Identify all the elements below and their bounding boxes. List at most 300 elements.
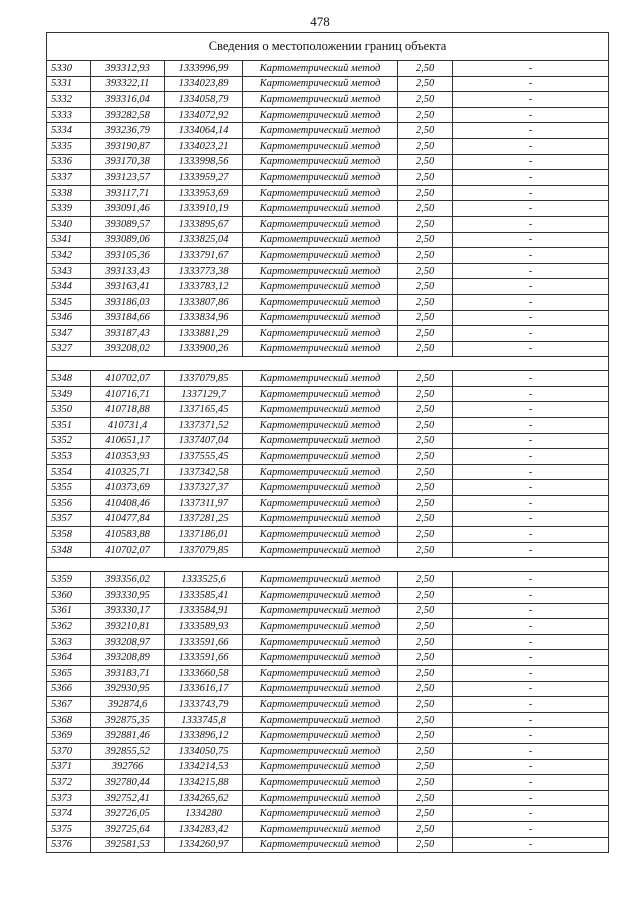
method-cell: Картометрический метод [243, 138, 398, 154]
accuracy-cell: 2,50 [398, 294, 453, 310]
description-cell: - [453, 588, 609, 604]
accuracy-cell: 2,50 [398, 681, 453, 697]
x-coordinate-cell: 393210,81 [91, 619, 165, 635]
y-coordinate-cell: 1337555,45 [165, 449, 243, 465]
description-cell: - [453, 279, 609, 295]
x-coordinate-cell: 393312,93 [91, 61, 165, 77]
accuracy-cell: 2,50 [398, 588, 453, 604]
point-number-cell: 5331 [47, 76, 91, 92]
description-cell: - [453, 464, 609, 480]
y-coordinate-cell: 1334215,88 [165, 775, 243, 791]
x-coordinate-cell: 392726,05 [91, 806, 165, 822]
y-coordinate-cell: 1333791,67 [165, 248, 243, 264]
accuracy-cell: 2,50 [398, 341, 453, 357]
table-row [47, 201, 609, 217]
y-coordinate-cell: 1337371,52 [165, 418, 243, 434]
description-cell: - [453, 248, 609, 264]
description-cell: - [453, 185, 609, 201]
table-row [47, 279, 609, 295]
accuracy-cell: 2,50 [398, 185, 453, 201]
table-row [47, 650, 609, 666]
method-cell: Картометрический метод [243, 511, 398, 527]
x-coordinate-cell: 410651,17 [91, 433, 165, 449]
x-coordinate-cell: 392725,64 [91, 821, 165, 837]
x-coordinate-cell: 393208,89 [91, 650, 165, 666]
point-number-cell: 5350 [47, 402, 91, 418]
y-coordinate-cell: 1333953,69 [165, 185, 243, 201]
x-coordinate-cell: 393133,43 [91, 263, 165, 279]
point-number-cell: 5368 [47, 712, 91, 728]
point-number-cell: 5348 [47, 371, 91, 387]
description-cell: - [453, 542, 609, 558]
accuracy-cell: 2,50 [398, 790, 453, 806]
description-cell: - [453, 665, 609, 681]
table-row [47, 743, 609, 759]
method-cell: Картометрический метод [243, 697, 398, 713]
y-coordinate-cell: 1333745,8 [165, 712, 243, 728]
point-number-cell: 5360 [47, 588, 91, 604]
x-coordinate-cell: 393089,57 [91, 216, 165, 232]
y-coordinate-cell: 1333896,12 [165, 728, 243, 744]
table-row [47, 138, 609, 154]
description-cell: - [453, 511, 609, 527]
accuracy-cell: 2,50 [398, 201, 453, 217]
x-coordinate-cell: 393330,95 [91, 588, 165, 604]
y-coordinate-cell: 1333881,29 [165, 326, 243, 342]
method-cell: Картометрический метод [243, 619, 398, 635]
table-row [47, 665, 609, 681]
y-coordinate-cell: 1337342,58 [165, 464, 243, 480]
y-coordinate-cell: 1333589,93 [165, 619, 243, 635]
table-row [47, 480, 609, 496]
point-number-cell: 5327 [47, 341, 91, 357]
description-cell: - [453, 681, 609, 697]
point-number-cell: 5373 [47, 790, 91, 806]
y-coordinate-cell: 1334064,14 [165, 123, 243, 139]
point-number-cell: 5356 [47, 496, 91, 512]
point-number-cell: 5334 [47, 123, 91, 139]
description-cell: - [453, 449, 609, 465]
y-coordinate-cell: 1337327,37 [165, 480, 243, 496]
accuracy-cell: 2,50 [398, 480, 453, 496]
table-row [47, 248, 609, 264]
x-coordinate-cell: 410583,88 [91, 527, 165, 543]
point-number-cell: 5357 [47, 511, 91, 527]
method-cell: Картометрический метод [243, 61, 398, 77]
table-row [47, 603, 609, 619]
x-coordinate-cell: 392780,44 [91, 775, 165, 791]
method-cell: Картометрический метод [243, 418, 398, 434]
description-cell: - [453, 572, 609, 588]
description-cell: - [453, 496, 609, 512]
method-cell: Картометрический метод [243, 402, 398, 418]
table-row [47, 806, 609, 822]
accuracy-cell: 2,50 [398, 821, 453, 837]
point-number-cell: 5338 [47, 185, 91, 201]
description-cell: - [453, 743, 609, 759]
point-number-cell: 5366 [47, 681, 91, 697]
table-row [47, 681, 609, 697]
accuracy-cell: 2,50 [398, 386, 453, 402]
x-coordinate-cell: 392855,52 [91, 743, 165, 759]
description-cell: - [453, 341, 609, 357]
y-coordinate-cell: 1337407,04 [165, 433, 243, 449]
description-cell: - [453, 76, 609, 92]
accuracy-cell: 2,50 [398, 138, 453, 154]
point-number-cell: 5376 [47, 837, 91, 853]
y-coordinate-cell: 1333773,38 [165, 263, 243, 279]
table-row [47, 697, 609, 713]
page-number: 478 [310, 14, 330, 29]
x-coordinate-cell: 393183,71 [91, 665, 165, 681]
accuracy-cell: 2,50 [398, 154, 453, 170]
description-cell: - [453, 697, 609, 713]
point-number-cell: 5375 [47, 821, 91, 837]
method-cell: Картометрический метод [243, 232, 398, 248]
x-coordinate-cell: 393186,03 [91, 294, 165, 310]
x-coordinate-cell: 392752,41 [91, 790, 165, 806]
method-cell: Картометрический метод [243, 650, 398, 666]
x-coordinate-cell: 393208,97 [91, 634, 165, 650]
section-separator-cell [47, 357, 609, 371]
table-row [47, 310, 609, 326]
point-number-cell: 5333 [47, 107, 91, 123]
y-coordinate-cell: 1333591,66 [165, 650, 243, 666]
accuracy-cell: 2,50 [398, 248, 453, 264]
x-coordinate-cell: 393117,71 [91, 185, 165, 201]
x-coordinate-cell: 410702,07 [91, 542, 165, 558]
method-cell: Картометрический метод [243, 386, 398, 402]
x-coordinate-cell: 410477,84 [91, 511, 165, 527]
table-row [47, 619, 609, 635]
method-cell: Картометрический метод [243, 464, 398, 480]
x-coordinate-cell: 392581,53 [91, 837, 165, 853]
table-row [47, 107, 609, 123]
description-cell: - [453, 263, 609, 279]
method-cell: Картометрический метод [243, 775, 398, 791]
point-number-cell: 5335 [47, 138, 91, 154]
table-row [47, 496, 609, 512]
point-number-cell: 5341 [47, 232, 91, 248]
point-number-cell: 5332 [47, 92, 91, 108]
table-row [47, 185, 609, 201]
accuracy-cell: 2,50 [398, 92, 453, 108]
y-coordinate-cell: 1337186,01 [165, 527, 243, 543]
point-number-cell: 5367 [47, 697, 91, 713]
table-row [47, 542, 609, 558]
accuracy-cell: 2,50 [398, 433, 453, 449]
point-number-cell: 5348 [47, 542, 91, 558]
point-number-cell: 5342 [47, 248, 91, 264]
y-coordinate-cell: 1333825,04 [165, 232, 243, 248]
method-cell: Картометрический метод [243, 92, 398, 108]
table-row [47, 76, 609, 92]
x-coordinate-cell: 393170,38 [91, 154, 165, 170]
x-coordinate-cell: 410408,46 [91, 496, 165, 512]
point-number-cell: 5344 [47, 279, 91, 295]
point-number-cell: 5343 [47, 263, 91, 279]
description-cell: - [453, 123, 609, 139]
accuracy-cell: 2,50 [398, 650, 453, 666]
y-coordinate-cell: 1334023,21 [165, 138, 243, 154]
method-cell: Картометрический метод [243, 681, 398, 697]
y-coordinate-cell: 1334280 [165, 806, 243, 822]
description-cell: - [453, 418, 609, 434]
x-coordinate-cell: 393282,58 [91, 107, 165, 123]
table-row [47, 294, 609, 310]
accuracy-cell: 2,50 [398, 542, 453, 558]
accuracy-cell: 2,50 [398, 572, 453, 588]
y-coordinate-cell: 1333834,96 [165, 310, 243, 326]
description-cell: - [453, 201, 609, 217]
table-row [47, 790, 609, 806]
x-coordinate-cell: 392875,35 [91, 712, 165, 728]
y-coordinate-cell: 1334265,62 [165, 790, 243, 806]
description-cell: - [453, 759, 609, 775]
point-number-cell: 5371 [47, 759, 91, 775]
method-cell: Картометрический метод [243, 821, 398, 837]
description-cell: - [453, 326, 609, 342]
y-coordinate-cell: 1334050,75 [165, 743, 243, 759]
accuracy-cell: 2,50 [398, 619, 453, 635]
point-number-cell: 5337 [47, 170, 91, 186]
table-row [47, 92, 609, 108]
table-row [47, 263, 609, 279]
description-cell: - [453, 154, 609, 170]
method-cell: Картометрический метод [243, 263, 398, 279]
method-cell: Картометрический метод [243, 248, 398, 264]
accuracy-cell: 2,50 [398, 837, 453, 853]
x-coordinate-cell: 393123,57 [91, 170, 165, 186]
table-row [47, 588, 609, 604]
table-row [47, 572, 609, 588]
method-cell: Картометрический метод [243, 216, 398, 232]
accuracy-cell: 2,50 [398, 123, 453, 139]
method-cell: Картометрический метод [243, 790, 398, 806]
accuracy-cell: 2,50 [398, 371, 453, 387]
description-cell: - [453, 61, 609, 77]
y-coordinate-cell: 1333743,79 [165, 697, 243, 713]
accuracy-cell: 2,50 [398, 464, 453, 480]
method-cell: Картометрический метод [243, 107, 398, 123]
point-number-cell: 5346 [47, 310, 91, 326]
section-separator-cell [47, 558, 609, 572]
method-cell: Картометрический метод [243, 837, 398, 853]
description-cell: - [453, 170, 609, 186]
method-cell: Картометрический метод [243, 310, 398, 326]
table-row [47, 449, 609, 465]
table-row [47, 527, 609, 543]
table-row [47, 216, 609, 232]
accuracy-cell: 2,50 [398, 76, 453, 92]
table-row [47, 511, 609, 527]
y-coordinate-cell: 1333616,17 [165, 681, 243, 697]
table-row [47, 464, 609, 480]
x-coordinate-cell: 393316,04 [91, 92, 165, 108]
x-coordinate-cell: 393184,66 [91, 310, 165, 326]
description-cell: - [453, 603, 609, 619]
accuracy-cell: 2,50 [398, 496, 453, 512]
x-coordinate-cell: 392874,6 [91, 697, 165, 713]
point-number-cell: 5359 [47, 572, 91, 588]
table-row [47, 418, 609, 434]
point-number-cell: 5362 [47, 619, 91, 635]
point-number-cell: 5340 [47, 216, 91, 232]
accuracy-cell: 2,50 [398, 743, 453, 759]
accuracy-cell: 2,50 [398, 603, 453, 619]
method-cell: Картометрический метод [243, 433, 398, 449]
y-coordinate-cell: 1333996,99 [165, 61, 243, 77]
method-cell: Картометрический метод [243, 201, 398, 217]
method-cell: Картометрический метод [243, 665, 398, 681]
y-coordinate-cell: 1333910,19 [165, 201, 243, 217]
x-coordinate-cell: 410373,69 [91, 480, 165, 496]
method-cell: Картометрический метод [243, 527, 398, 543]
accuracy-cell: 2,50 [398, 449, 453, 465]
accuracy-cell: 2,50 [398, 279, 453, 295]
accuracy-cell: 2,50 [398, 232, 453, 248]
description-cell: - [453, 527, 609, 543]
description-cell: - [453, 619, 609, 635]
description-cell: - [453, 386, 609, 402]
accuracy-cell: 2,50 [398, 107, 453, 123]
y-coordinate-cell: 1334058,79 [165, 92, 243, 108]
boundary-coordinates-table [46, 32, 609, 853]
y-coordinate-cell: 1333525,6 [165, 572, 243, 588]
description-cell: - [453, 107, 609, 123]
description-cell: - [453, 775, 609, 791]
x-coordinate-cell: 393330,17 [91, 603, 165, 619]
table-title: Сведения о местоположении границ объекта [47, 33, 609, 61]
x-coordinate-cell: 393187,43 [91, 326, 165, 342]
accuracy-cell: 2,50 [398, 310, 453, 326]
table-title-row [47, 33, 609, 61]
accuracy-cell: 2,50 [398, 634, 453, 650]
description-cell: - [453, 371, 609, 387]
table-row [47, 61, 609, 77]
description-cell: - [453, 790, 609, 806]
y-coordinate-cell: 1334214,53 [165, 759, 243, 775]
accuracy-cell: 2,50 [398, 61, 453, 77]
point-number-cell: 5353 [47, 449, 91, 465]
table-row [47, 326, 609, 342]
accuracy-cell: 2,50 [398, 806, 453, 822]
x-coordinate-cell: 393208,02 [91, 341, 165, 357]
method-cell: Картометрический метод [243, 743, 398, 759]
point-number-cell: 5364 [47, 650, 91, 666]
x-coordinate-cell: 393322,11 [91, 76, 165, 92]
description-cell: - [453, 92, 609, 108]
y-coordinate-cell: 1333660,58 [165, 665, 243, 681]
point-number-cell: 5363 [47, 634, 91, 650]
table-row [47, 433, 609, 449]
description-cell: - [453, 650, 609, 666]
method-cell: Картометрический метод [243, 603, 398, 619]
table-row [47, 837, 609, 853]
accuracy-cell: 2,50 [398, 326, 453, 342]
section-separator-row [47, 357, 609, 371]
point-number-cell: 5339 [47, 201, 91, 217]
point-number-cell: 5370 [47, 743, 91, 759]
accuracy-cell: 2,50 [398, 527, 453, 543]
method-cell: Картометрический метод [243, 449, 398, 465]
x-coordinate-cell: 392930,95 [91, 681, 165, 697]
description-cell: - [453, 728, 609, 744]
x-coordinate-cell: 410702,07 [91, 371, 165, 387]
table-row [47, 728, 609, 744]
table-row [47, 775, 609, 791]
x-coordinate-cell: 392766 [91, 759, 165, 775]
y-coordinate-cell: 1333591,66 [165, 634, 243, 650]
accuracy-cell: 2,50 [398, 402, 453, 418]
method-cell: Картометрический метод [243, 294, 398, 310]
point-number-cell: 5330 [47, 61, 91, 77]
method-cell: Картометрический метод [243, 123, 398, 139]
table-row [47, 821, 609, 837]
y-coordinate-cell: 1334283,42 [165, 821, 243, 837]
description-cell: - [453, 712, 609, 728]
method-cell: Картометрический метод [243, 496, 398, 512]
accuracy-cell: 2,50 [398, 263, 453, 279]
method-cell: Картометрический метод [243, 806, 398, 822]
method-cell: Картометрический метод [243, 480, 398, 496]
point-number-cell: 5349 [47, 386, 91, 402]
description-cell: - [453, 402, 609, 418]
table-body [47, 33, 609, 853]
method-cell: Картометрический метод [243, 170, 398, 186]
y-coordinate-cell: 1333807,86 [165, 294, 243, 310]
method-cell: Картометрический метод [243, 185, 398, 201]
y-coordinate-cell: 1334072,92 [165, 107, 243, 123]
description-cell: - [453, 837, 609, 853]
accuracy-cell: 2,50 [398, 712, 453, 728]
description-cell: - [453, 232, 609, 248]
point-number-cell: 5374 [47, 806, 91, 822]
x-coordinate-cell: 393091,46 [91, 201, 165, 217]
x-coordinate-cell: 410716,71 [91, 386, 165, 402]
table-row [47, 759, 609, 775]
point-number-cell: 5347 [47, 326, 91, 342]
y-coordinate-cell: 1337311,97 [165, 496, 243, 512]
point-number-cell: 5354 [47, 464, 91, 480]
accuracy-cell: 2,50 [398, 418, 453, 434]
y-coordinate-cell: 1337165,45 [165, 402, 243, 418]
y-coordinate-cell: 1334260,97 [165, 837, 243, 853]
description-cell: - [453, 138, 609, 154]
point-number-cell: 5369 [47, 728, 91, 744]
x-coordinate-cell: 410353,93 [91, 449, 165, 465]
method-cell: Картометрический метод [243, 154, 398, 170]
y-coordinate-cell: 1333900,26 [165, 341, 243, 357]
table-row [47, 371, 609, 387]
point-number-cell: 5365 [47, 665, 91, 681]
point-number-cell: 5355 [47, 480, 91, 496]
table-row [47, 123, 609, 139]
description-cell: - [453, 216, 609, 232]
point-number-cell: 5352 [47, 433, 91, 449]
x-coordinate-cell: 393105,36 [91, 248, 165, 264]
y-coordinate-cell: 1337079,85 [165, 371, 243, 387]
method-cell: Картометрический метод [243, 759, 398, 775]
y-coordinate-cell: 1337281,25 [165, 511, 243, 527]
accuracy-cell: 2,50 [398, 759, 453, 775]
point-number-cell: 5336 [47, 154, 91, 170]
method-cell: Картометрический метод [243, 326, 398, 342]
y-coordinate-cell: 1333998,56 [165, 154, 243, 170]
accuracy-cell: 2,50 [398, 216, 453, 232]
method-cell: Картометрический метод [243, 76, 398, 92]
point-number-cell: 5372 [47, 775, 91, 791]
